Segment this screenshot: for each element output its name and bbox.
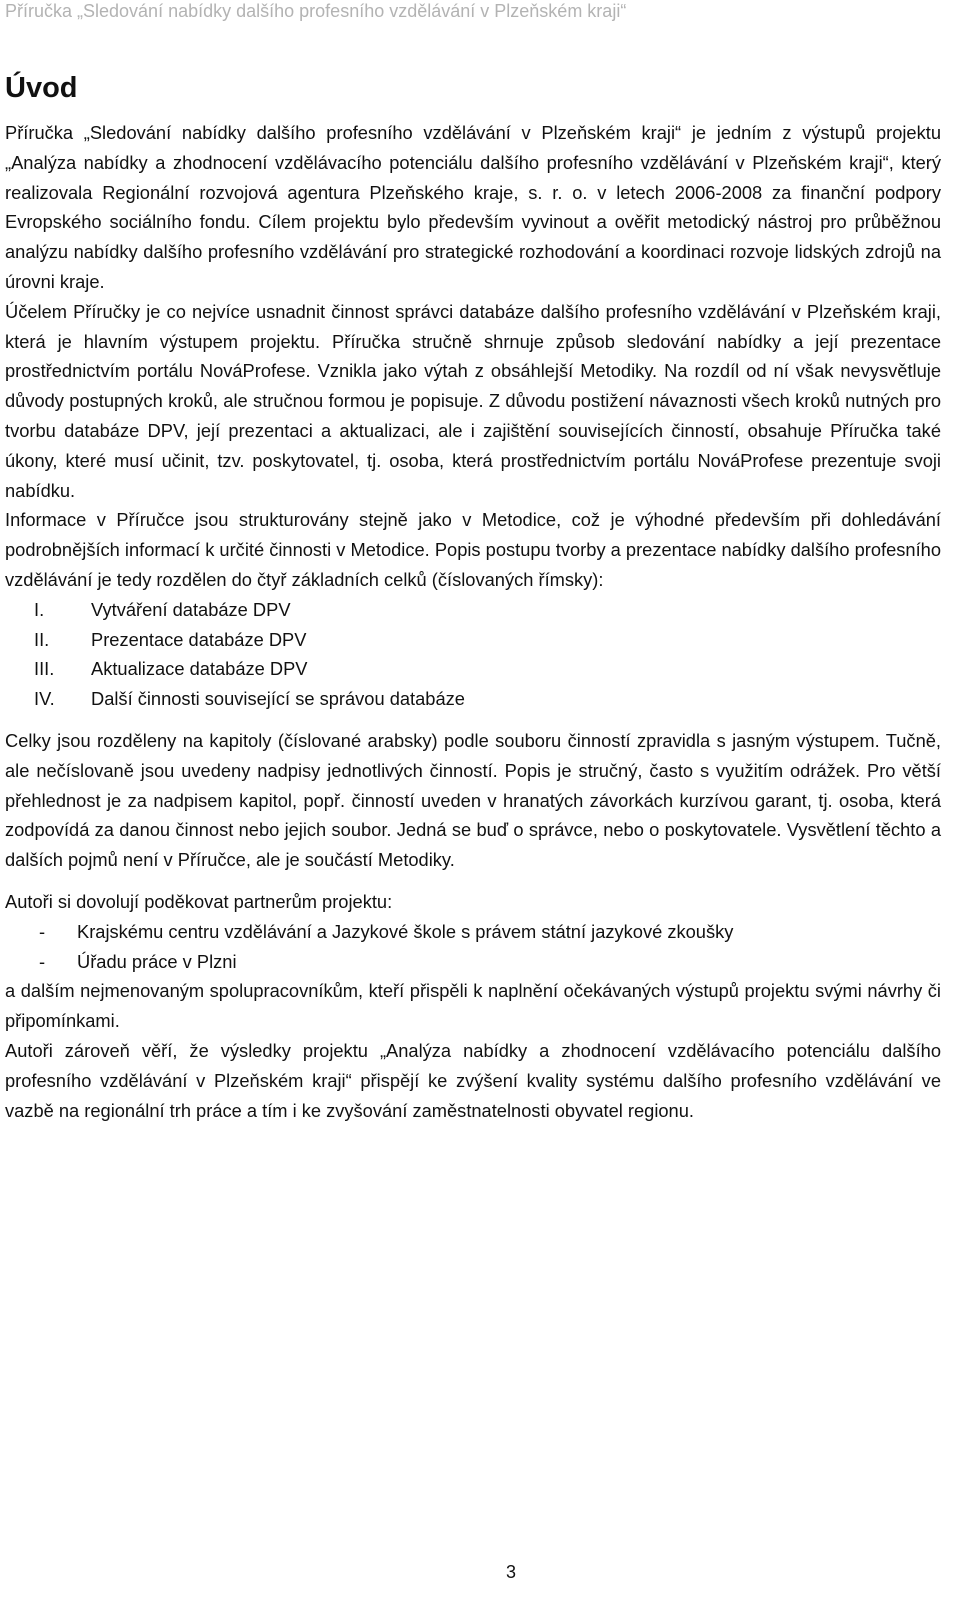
parts-list-number: II. — [34, 628, 50, 650]
parts-list-number: IV. — [34, 688, 55, 710]
parts-list — [5, 595, 941, 714]
thanks-paragraph: Autoři si dovolují poděkovat partnerům projektu: — [5, 890, 393, 912]
spacer — [5, 714, 941, 726]
page-content — [5, 68, 941, 1125]
parts-list-item — [5, 625, 941, 655]
parts-list-item — [5, 595, 941, 625]
parts-list-item — [5, 654, 941, 684]
chapters-paragraph: Celky jsou rozděleny na kapitoly (číslované arabsky) podle souboru činností zpravidla s jasným výstupem. Tučně, ale nečíslovaně jsou uvedeny nadpisy jednotlivých činností. Popis je stručný, často s využitím odrážek. Pro větší přehlednost je za nadpisem kapitol, popř. činností uveden v hranatých závorkách kurzívou garant, tj. osoba, která zodpovídá za danou činnost nebo jejich soubor. Jedná se buď o správce, nebo o poskytovatele. Vysvětlení těchto a dalších pojmů není v Příručce, ale je součástí Metodiky. — [5, 729, 941, 871]
section-title: Úvod — [5, 72, 78, 104]
partners-list-item — [5, 917, 941, 947]
partners-list-text: Úřadu práce v Plzni — [77, 950, 237, 972]
spacer — [5, 875, 941, 887]
structure-paragraph: Informace v Příručce jsou strukturovány stejně jako v Metodice, což je výhodné především při dohledávání podrobnějších informací k určité činnosti v Metodice. Popis postupu tvorby a prezentace nabídky dalšího profesního vzdělávání je tedy rozdělen do čtyř základních celků (číslovaných římsky): — [5, 509, 941, 590]
parts-list-text: Další činnosti související se správou databáze — [91, 688, 465, 710]
closing-paragraph: Autoři zároveň věří, že výsledky projektu „Analýza nabídky a zhodnocení vzdělávacího potenciálu dalšího profesního vzdělávání v Plzeňském kraji“ přispějí ke zvýšení kvality systému dalšího profesního vzdělávání ve vazbě na regionální trh práce a tím i ke zvyšování zaměstnatelnosti obyvatel regionu. — [5, 1039, 941, 1121]
parts-list-number: III. — [34, 658, 55, 680]
dash-bullet: - — [39, 920, 46, 942]
partners-list-item — [5, 947, 941, 977]
running-header: Příručka „Sledování nabídky dalšího profesního vzdělávání v Plzeňském kraji“ — [5, 1, 627, 21]
partners-list — [5, 917, 941, 977]
parts-list-text: Aktualizace databáze DPV — [91, 658, 308, 680]
collaborators-paragraph: a dalším nejmenovaným spolupracovníkům, kteří přispěli k naplnění očekávaných výstupů projektu svými návrhy či připomínkami. — [5, 980, 941, 1032]
partners-list-text: Krajskému centru vzdělávání a Jazykové škole s právem státní jazykové zkoušky — [77, 920, 734, 942]
page-number: 3 — [505, 1562, 516, 1582]
dash-bullet: - — [39, 950, 46, 972]
intro-paragraph: Příručka „Sledování nabídky dalšího profesního vzdělávání v Plzeňském kraji“ je jedním z výstupů projektu „Analýza nabídky a zhodnocení vzdělávacího potenciálu dalšího profesního vzdělávání v Plzeňském kraji“, který realizovala Regionální rozvojová agentura Plzeňského kraje, s. r. o. v letech 2006-2008 za finanční podpory Evropského sociálního fondu. Cílem projektu bylo především vyvinout a ověřit metodický nástroj pro průběžnou analýzu nabídky dalšího profesního vzdělávání pro strategické rozhodování a koordinaci rozvoje lidských zdrojů na úrovni kraje. — [5, 122, 941, 292]
parts-list-text: Vytváření databáze DPV — [91, 598, 291, 620]
purpose-paragraph: Účelem Příručky je co nejvíce usnadnit činnost správci databáze dalšího profesního vzdělávání v Plzeňském kraji, která je hlavním výstupem projektu. Příručka stručně shrnuje způsob sledování nabídky a její prezentace prostřednictvím portálu NováProfese. Vznikla jako výtah z obsáhlejší Metodiky. Na rozdíl od ní však nevysvětluje důvody postupných kroků, ale stručnou formou je popisuje. Z důvodu postižení návaznosti všech kroků nutných pro tvorbu databáze DPV, její prezentaci a aktualizaci, ale i zajištění souvisejících činností, obsahuje Příručka také úkony, které musí učinit, tzv. poskytovatel, tj. osoba, která prostřednictvím portálu NováProfese prezentuje svoji nabídku. — [5, 300, 941, 501]
parts-list-text: Prezentace databáze DPV — [91, 628, 307, 650]
parts-list-number: I. — [34, 598, 45, 620]
parts-list-item — [5, 684, 941, 714]
